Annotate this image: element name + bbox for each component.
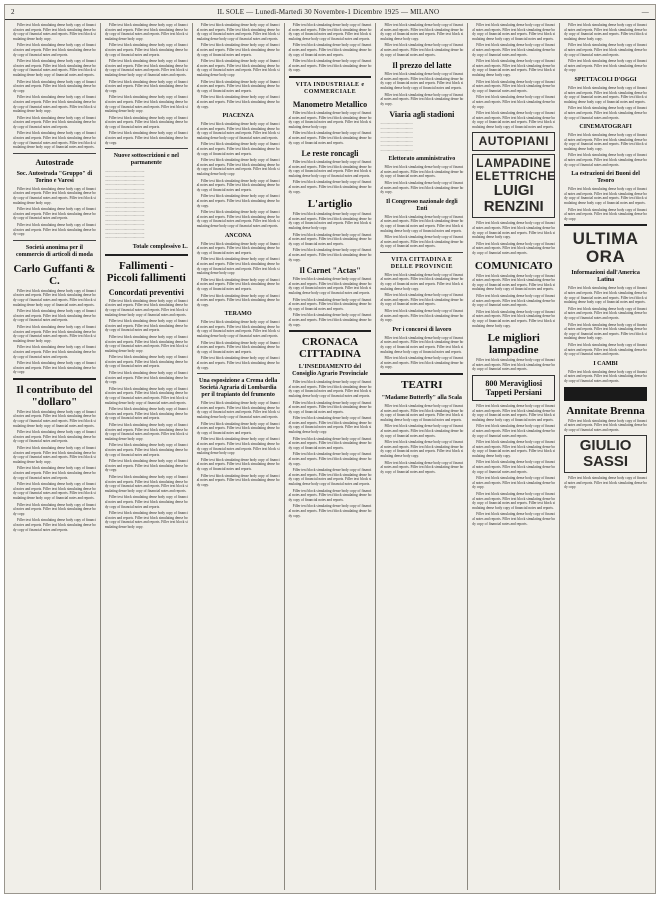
- heading-sottoscrizioni: Nuove sottoscrizioni e nel parmanente: [113, 153, 179, 167]
- heading-prezzo-latte: Il prezzo del latte: [392, 61, 452, 71]
- heading-fallimenti: Fallimenti - Piccoli fallimenti: [106, 259, 186, 284]
- heading-vita-industriale: VITA INDUSTRIALE e COMMERCIALE: [295, 81, 365, 95]
- heading-dollaro: Il contributo del "dollaro": [16, 383, 93, 408]
- heading-congresso: Il Congresso nazionale degli Enti: [386, 198, 458, 212]
- heading-butterfly: "Madame Butterfly" alla Scala: [381, 394, 462, 401]
- heading-artiglio: L'artiglio: [307, 198, 353, 211]
- masthead-title: IL SOLE — Lunedì-Martedì 30 Novembre-1 Dicembre 1925 — MILANO: [217, 8, 440, 16]
- column-3: Filler text block simulating dense body copy of financial notes and reports. Filler text block simulating dense body copy of financial notes and reports. Filler text block simulating dense body copy of financial notes and reports. Filler text block simulating dense body copy of financial notes and reports. Filler text block simulating dense body copy of financial notes and reports. Filler text block simulating dense body copy of financial notes and reports. Filler text block simulating dense body copy of financial notes and reports. Filler text block simulating dense body copy. Filler text block simulating dense body copy of financial notes and reports. Filler text block simulating dense body copy of financial notes and reports. Filler text block simulating dense body copy of financial notes and reports. Filler text block simulating dense body copy. PIACENZA Filler text block simulating dense body copy of financial notes and reports. Filler text block simulating dense body copy of financial notes and reports. Filler text block simulating dense body copy of financial notes and reports. Filler text block simulating dense body copy of financial notes and reports. Filler text block simulating dense body copy of financial notes and reports. Filler text block simulating dense body copy of financial notes and reports. Filler text block simulating dense body copy of financial notes and reports. Filler text block simulating dense body copy. Filler text block simulating dense body copy of financial notes and reports. Filler text block simulating dense body copy of financial notes and reports. Filler text block simulating dense body copy of financial notes and reports. Filler text block simulating dense body copy. Filler text block simulating dense body copy of financial notes and reports. Filler text block simulating dense body copy of financial notes and reports. Filler text block simulating dense body copy of financial notes and reports. ANCONA Filler text block simulating dense body copy of financial notes and reports. Filler text block simulating dense body copy of financial notes and reports. Filler text block simulating dense body copy of financial notes and reports. Filler text block simulating dense body copy of financial notes and reports. Filler text block simulating dense body copy. Filler text block simulating dense body copy of financial notes and reports. Filler text block simulating dense body copy of financial notes and reports. Filler text block simulating dense body copy of financial notes and reports. Filler text block simulating dense body copy. TERAMO Filler text block simulating dense body copy of financial notes and reports. Filler text block simulating dense body copy of financial notes and reports. Filler text block simulating dense body copy of financial notes and reports. Filler text block simulating dense body copy of financial notes and reports. Filler text block simulating dense body copy of financial notes and reports. Filler text block simulating dense body copy of financial notes and reports. Filler text block simulating dense body copy. Una esposizione a Crema della Società Agraria di Lombardia per il trapianto del frumento Filler text block simulating dense body copy of financial notes and reports. Filler text block simulating dense body copy of financial notes and reports. Filler text block simulating dense body copy of financial notes and reports. Filler text block simulating dense body copy of financial notes and reports. Filler text block simulating dense body copy of financial notes and reports. Filler text block simulating dense body copy of financial notes and reports. Filler text block simulating dense body copy of financial notes and reports. Filler text block simulating dense body copy. Filler text block simulating dense body copy of financial notes and reports. Filler text block simulating dense body copy of financial notes and reports. Filler text block simulating dense body copy of financial notes and reports. Filler text block simulating dense body copy.: [193, 23, 285, 890]
- heading-carnet-actas: Il Carnet "Actas": [299, 266, 361, 276]
- heading-cinematografi: CINEMATOGRAFI: [579, 124, 632, 131]
- ad-lampadine-title: LAMPADINE ELETTRICHE: [475, 156, 556, 184]
- column-1: Filler text block simulating dense body copy of financial notes and reports. Filler text block simulating dense body copy of financial notes and reports. Filler text block simulating dense body copy. Filler text block simulating dense body copy of financial notes and reports. Filler text block simulating dense body copy of financial notes and reports. Filler text block simulating dense body copy of financial notes and reports. Filler text block simulating dense body copy of financial notes and reports. Filler text block simulating dense body copy of financial notes and reports. Filler text block simulating dense body copy of financial notes and reports. Filler text block simulating dense body copy. Filler text block simulating dense body copy of financial notes and reports. Filler text block simulating dense body copy of financial notes and reports. Filler text block simulating dense body copy. Filler text block simulating dense body copy of financial notes and reports. Filler text block simulating dense body copy of financial notes and reports. Filler text block simulating dense body copy of financial notes and reports. Filler text block simulating dense body copy of financial notes and reports. Filler text block simulating dense body copy of financial notes and reports. Autostrade Soc. Autostrada "Gruppo" di Torino e Varesi Filler text block simulating dense body copy of financial notes and reports. Filler text block simulating dense body copy of financial notes and reports. Filler text block simulating dense body copy. Filler text block simulating dense body copy of financial notes and reports. Filler text block simulating dense body copy of financial notes and reports. Filler text block simulating dense body copy of financial notes and reports. Filler text block simulating dense body copy. Società anonima per il commercio di articoli di moda Carlo Guffanti & C. Filler text block simulating dense body copy of financial notes and reports. Filler text block simulating dense body copy of financial notes and reports. Filler text block simulating dense body copy of financial notes and reports. Filler text block simulating dense body copy of financial notes and reports. Filler text block simulating dense body copy of financial notes and reports. Filler text block simulating dense body copy of financial notes and reports. Filler text block simulating dense body copy of financial notes and reports. Filler text block simulating dense body copy. Filler text block simulating dense body copy of financial notes and reports. Filler text block simulating dense body copy of financial notes and reports. Filler text block simulating dense body copy of financial notes and reports. Filler text block simulating dense body copy. Il contributo del "dollaro" Filler text block simulating dense body copy of financial notes and reports. Filler text block simulating dense body copy of financial notes and reports. Filler text block simulating dense body copy of financial notes and reports. Filler text block simulating dense body copy of financial notes and reports. Filler text block simulating dense body copy of financial notes and reports. Filler text block simulating dense body copy of financial notes and reports. Filler text block simulating dense body copy of financial notes and reports. Filler text block simulating dense body copy. Filler text block simulating dense body copy of financial notes and reports. Filler text block simulating dense body copy of financial notes and reports. Filler text block simulating dense body copy of financial notes and reports. Filler text block simulating dense body copy of financial notes and reports. Filler text block simulating dense body copy of financial notes and reports. Filler text block simulating dense body copy of financial notes and reports. Filler text block simulating dense body copy. Filler text block simulating dense body copy of financial notes and reports. Filler text block simulating dense body copy of financial notes and reports.: [9, 23, 101, 890]
- newspaper-page: [4, 4, 656, 894]
- heading-migliori-lampadine: Le migliori lampadine: [487, 332, 540, 357]
- ad-giulio-sassi: [564, 435, 647, 473]
- subhead-autostrada: Soc. Autostrada "Gruppo" di Torino e Varesi: [16, 170, 93, 184]
- heading-teatri: TEATRI: [401, 378, 443, 391]
- column-7: Filler text block simulating dense body copy of financial notes and reports. Filler text block simulating dense body copy of financial notes and reports. Filler text block simulating dense body copy. Filler text block simulating dense body copy of financial notes and reports. Filler text block simulating dense body copy of financial notes and reports. Filler text block simulating dense body copy of financial notes and reports. Filler text block simulating dense body copy. SPETTACOLI D'OGGI Filler text block simulating dense body copy of financial notes and reports. Filler text block simulating dense body copy of financial notes and reports. Filler text block simulating dense body copy of financial notes and reports. Filler text block simulating dense body copy of financial notes and reports. Filler text block simulating dense body copy of financial notes and reports. CINEMATOGRAFI Filler text block simulating dense body copy of financial notes and reports. Filler text block simulating dense body copy of financial notes and reports. Filler text block simulating dense body copy. Filler text block simulating dense body copy of financial notes and reports. Filler text block simulating dense body copy of financial notes and reports. La estrazioni dei Buoni del Tesoro Filler text block simulating dense body copy of financial notes and reports. Filler text block simulating dense body copy of financial notes and reports. Filler text block simulating dense body copy of financial notes and reports. Filler text block simulating dense body copy of financial notes and reports. Filler text block simulating dense body copy. ULTIMA ORA Informazioni dall'America Latina Filler text block simulating dense body copy of financial notes and reports. Filler text block simulating dense body copy of financial notes and reports. Filler text block simulating dense body copy of financial notes and reports. Filler text block simulating dense body copy of financial notes and reports. Filler text block simulating dense body copy of financial notes and reports. Filler text block simulating dense body copy of financial notes and reports. Filler text block simulating dense body copy of financial notes and reports. Filler text block simulating dense body copy. Filler text block simulating dense body copy of financial notes and reports. Filler text block simulating dense body copy of financial notes and reports. I CAMBI Filler text block simulating dense body copy of financial notes and reports. Filler text block simulating dense body copy of financial notes and reports. Annitate Brenna Filler text block simulating dense body copy of financial notes and reports. Filler text block simulating dense body copy of financial notes and reports. GIULIO SASSI Filler text block simulating dense body copy of financial notes and reports. Filler text block simulating dense body copy.: [564, 23, 648, 490]
- heading-teramo: TERAMO: [224, 311, 252, 318]
- running-head: [5, 5, 655, 20]
- stations-table: .................................... .................................... .................................... .................................... .................................... .................................... ....................................: [380, 121, 413, 152]
- subscription-table: ............................................ ............................................ ............................................ ............................................ ............................................ ............................................ ............................................ ............................................ ............................................ ............................................ ............................................ ............................................ ............................................ ............................................ ............................................ ............................................: [104, 169, 145, 240]
- heading-ultima-ora: ULTIMA ORA: [572, 229, 639, 267]
- ad-lampadine: [472, 154, 555, 218]
- column-6: Filler text block simulating dense body copy of financial notes and reports. Filler text block simulating dense body copy of financial notes and reports. Filler text block simulating dense body copy of financial notes and reports. Filler text block simulating dense body copy of financial notes and reports. Filler text block simulating dense body copy of financial notes and reports. Filler text block simulating dense body copy of financial notes and reports. Filler text block simulating dense body copy of financial notes and reports. Filler text block simulating dense body copy. Filler text block simulating dense body copy of financial notes and reports. Filler text block simulating dense body copy of financial notes and reports. Filler text block simulating dense body copy of financial notes and reports. Filler text block simulating dense body copy. Filler text block simulating dense body copy of financial notes and reports. Filler text block simulating dense body copy of financial notes and reports. Filler text block simulating dense body copy of financial notes and reports. AUTOPIANI LAMPADINE ELETTRICHE LUIGI RENZINI Filler text block simulating dense body copy of financial notes and reports. Filler text block simulating dense body copy of financial notes and reports. Filler text block simulating dense body copy. Filler text block simulating dense body copy of financial notes and reports. Filler text block simulating dense body copy of financial notes and reports. COMUNICATO Filler text block simulating dense body copy of financial notes and reports. Filler text block simulating dense body copy of financial notes and reports. Filler text block simulating dense body copy of financial notes and reports. Filler text block simulating dense body copy of financial notes and reports. Filler text block simulating dense body copy of financial notes and reports. Filler text block simulating dense body copy of financial notes and reports. Filler text block simulating dense body copy of financial notes and reports. Filler text block simulating dense body copy. Le migliori lampadine Filler text block simulating dense body copy of financial notes and reports. Filler text block simulating dense body copy of financial notes and reports. 800 Meravigliosi Tappeti Persiani Filler text block simulating dense body copy of financial notes and reports. Filler text block simulating dense body copy of financial notes and reports. Filler text block simulating dense body copy of financial notes and reports. Filler text block simulating dense body copy of financial notes and reports. Filler text block simulating dense body copy of financial notes and reports. Filler text block simulating dense body copy of financial notes and reports. Filler text block simulating dense body copy of financial notes and reports. Filler text block simulating dense body copy. Filler text block simulating dense body copy of financial notes and reports. Filler text block simulating dense body copy of financial notes and reports. Filler text block simulating dense body copy of financial notes and reports. Filler text block simulating dense body copy. Filler text block simulating dense body copy of financial notes and reports. Filler text block simulating dense body copy of financial notes and reports. Filler text block simulating dense body copy of financial notes and reports. Filler text block simulating dense body copy of financial notes and reports. Filler text block simulating dense body copy of financial notes and reports.: [468, 23, 560, 890]
- black-band: [564, 387, 647, 401]
- heading-comunicato: COMUNICATO: [474, 259, 553, 272]
- heading-vita-cittadina: VITA CITTADINA E DELLE PROVINCIE: [390, 256, 453, 270]
- ad-autopiani-title: AUTOPIANI: [478, 134, 549, 149]
- heading-insediamento: L'INSEDIAMENTO del Consiglio Agrario Provinciale: [292, 364, 368, 378]
- ad-renzini-title: LUIGI RENZINI: [483, 182, 544, 216]
- heading-ancona: ANCONA: [224, 232, 252, 239]
- heading-cronaca-cittadina: CRONACA CITTADINA: [298, 336, 362, 361]
- column-5: Filler text block simulating dense body copy of financial notes and reports. Filler text block simulating dense body copy of financial notes and reports. Filler text block simulating dense body copy. Filler text block simulating dense body copy of financial notes and reports. Filler text block simulating dense body copy of financial notes and reports. Il prezzo del latte Filler text block simulating dense body copy of financial notes and reports. Filler text block simulating dense body copy of financial notes and reports. Filler text block simulating dense body copy of financial notes and reports. Filler text block simulating dense body copy of financial notes and reports. Filler text block simulating dense body copy. Viaria agli stadioni .................................... .................................... .................................... .................................... .................................... .................................... .................................... Elettorato amministrativo Filler text block simulating dense body copy of financial notes and reports. Filler text block simulating dense body copy of financial notes and reports. Filler text block simulating dense body copy of financial notes and reports. Filler text block simulating dense body copy. Il Congresso nazionale degli Enti Filler text block simulating dense body copy of financial notes and reports. Filler text block simulating dense body copy of financial notes and reports. Filler text block simulating dense body copy of financial notes and reports. Filler text block simulating dense body copy of financial notes and reports. Filler text block simulating dense body copy of financial notes and reports. VITA CITTADINA E DELLE PROVINCIE Filler text block simulating dense body copy of financial notes and reports. Filler text block simulating dense body copy of financial notes and reports. Filler text block simulating dense body copy. Filler text block simulating dense body copy of financial notes and reports. Filler text block simulating dense body copy of financial notes and reports. Filler text block simulating dense body copy of financial notes and reports. Filler text block simulating dense body copy. Per i concorsi di lavoro Filler text block simulating dense body copy of financial notes and reports. Filler text block simulating dense body copy of financial notes and reports. Filler text block simulating dense body copy of financial notes and reports. Filler text block simulating dense body copy of financial notes and reports. Filler text block simulating dense body copy. TEATRI "Madame Butterfly" alla Scala Filler text block simulating dense body copy of financial notes and reports. Filler text block simulating dense body copy of financial notes and reports. Filler text block simulating dense body copy of financial notes and reports. Filler text block simulating dense body copy of financial notes and reports. Filler text block simulating dense body copy of financial notes and reports. Filler text block simulating dense body copy of financial notes and reports. Filler text block simulating dense body copy of financial notes and reports. Filler text block simulating dense body copy. Filler text block simulating dense body copy of financial notes and reports. Filler text block simulating dense body copy of financial notes and reports.: [376, 23, 468, 890]
- heading-piacenza: PIACENZA: [222, 113, 254, 120]
- column-2: Filler text block simulating dense body copy of financial notes and reports. Filler text block simulating dense body copy of financial notes and reports. Filler text block simulating dense body copy. Filler text block simulating dense body copy of financial notes and reports. Filler text block simulating dense body copy of financial notes and reports. Filler text block simulating dense body copy of financial notes and reports. Filler text block simulating dense body copy of financial notes and reports. Filler text block simulating dense body copy of financial notes and reports. Filler text block simulating dense body copy of financial notes and reports. Filler text block simulating dense body copy. Filler text block simulating dense body copy of financial notes and reports. Filler text block simulating dense body copy of financial notes and reports. Filler text block simulating dense body copy. Filler text block simulating dense body copy of financial notes and reports. Filler text block simulating dense body copy of financial notes and reports. Filler text block simulating dense body copy of financial notes and reports. Filler text block simulating dense body copy. Nuove sottoscrizioni e nel parmanente ............................................ ............................................ ............................................ ............................................ ............................................ ............................................ ............................................ ............................................ ............................................ ............................................ ............................................ ............................................ ............................................ ............................................ ............................................ ............................................ Totale complessivo L. Fallimenti - Piccoli fallimenti Concordati preventivi Filler text block simulating dense body copy of financial notes and reports. Filler text block simulating dense body copy of financial notes and reports. Filler text block simulating dense body copy of financial notes and reports. Filler text block simulating dense body copy of financial notes and reports. Filler text block simulating dense body copy of financial notes and reports. Filler text block simulating dense body copy of financial notes and reports. Filler text block simulating dense body copy of financial notes and reports. Filler text block simulating dense body copy. Filler text block simulating dense body copy of financial notes and reports. Filler text block simulating dense body copy of financial notes and reports. Filler text block simulating dense body copy of financial notes and reports. Filler text block simulating dense body copy. Filler text block simulating dense body copy of financial notes and reports. Filler text block simulating dense body copy of financial notes and reports. Filler text block simulating dense body copy of financial notes and reports. Filler text block simulating dense body copy of financial notes and reports. Filler text block simulating dense body copy of financial notes and reports. Filler text block simulating dense body copy of financial notes and reports. Filler text block simulating dense body copy of financial notes and reports. Filler text block simulating dense body copy. Filler text block simulating dense body copy of financial notes and reports. Filler text block simulating dense body copy of financial notes and reports. Filler text block simulating dense body copy of financial notes and reports. Filler text block simulating dense body copy. Filler text block simulating dense body copy of financial notes and reports. Filler text block simulating dense body copy of financial notes and reports. Filler text block simulating dense body copy of financial notes and reports. Filler text block simulating dense body copy of financial notes and reports. Filler text block simulating dense body copy of financial notes and reports. Filler text block simulating dense body copy of financial notes and reports. Filler text block simulating dense body copy of financial notes and reports. Filler text block simulating dense body copy.: [101, 23, 193, 890]
- heading-cambi: I CAMBI: [593, 360, 618, 367]
- heading-elettorato: Elettorato amministrativo: [388, 156, 456, 163]
- heading-concordati: Concordati preventivi: [108, 287, 184, 297]
- column-4: Filler text block simulating dense body copy of financial notes and reports. Filler text block simulating dense body copy of financial notes and reports. Filler text block simulating dense body copy of financial notes and reports. Filler text block simulating dense body copy of financial notes and reports. Filler text block simulating dense body copy of financial notes and reports. Filler text block simulating dense body copy of financial notes and reports. Filler text block simulating dense body copy. VITA INDUSTRIALE e COMMERCIALE Manometro Metallico Filler text block simulating dense body copy of financial notes and reports. Filler text block simulating dense body copy of financial notes and reports. Filler text block simulating dense body copy. Filler text block simulating dense body copy of financial notes and reports. Filler text block simulating dense body copy of financial notes and reports. Le reste roncagli Filler text block simulating dense body copy of financial notes and reports. Filler text block simulating dense body copy of financial notes and reports. Filler text block simulating dense body copy of financial notes and reports. Filler text block simulating dense body copy of financial notes and reports. Filler text block simulating dense body copy. L'artiglio Filler text block simulating dense body copy of financial notes and reports. Filler text block simulating dense body copy of financial notes and reports. Filler text block simulating dense body copy. Filler text block simulating dense body copy of financial notes and reports. Filler text block simulating dense body copy of financial notes and reports. Filler text block simulating dense body copy of financial notes and reports. Filler text block simulating dense body copy. Il Carnet "Actas" Filler text block simulating dense body copy of financial notes and reports. Filler text block simulating dense body copy of financial notes and reports. Filler text block simulating dense body copy of financial notes and reports. Filler text block simulating dense body copy of financial notes and reports. Filler text block simulating dense body copy of financial notes and reports. Filler text block simulating dense body copy of financial notes and reports. Filler text block simulating dense body copy. CRONACA CITTADINA L'INSEDIAMENTO del Consiglio Agrario Provinciale Filler text block simulating dense body copy of financial notes and reports. Filler text block simulating dense body copy of financial notes and reports. Filler text block simulating dense body copy of financial notes and reports. Filler text block simulating dense body copy of financial notes and reports. Filler text block simulating dense body copy of financial notes and reports. Filler text block simulating dense body copy of financial notes and reports. Filler text block simulating dense body copy of financial notes and reports. Filler text block simulating dense body copy. Filler text block simulating dense body copy of financial notes and reports. Filler text block simulating dense body copy of financial notes and reports. Filler text block simulating dense body copy of financial notes and reports. Filler text block simulating dense body copy. Filler text block simulating dense body copy of financial notes and reports. Filler text block simulating dense body copy of financial notes and reports. Filler text block simulating dense body copy of financial notes and reports. Filler text block simulating dense body copy of financial notes and reports. Filler text block simulating dense body copy of financial notes and reports. Filler text block simulating dense body copy of financial notes and reports. Filler text block simulating dense body copy.: [285, 23, 377, 890]
- heading-viaria: Viaria agli stadioni: [389, 110, 455, 120]
- heading-reste-roncagli: Le reste roncagli: [301, 149, 359, 159]
- heading-guffanti: Carlo Guffanti & C.: [13, 262, 96, 287]
- heading-concorsi: Per i concorsi di lavoro: [392, 326, 452, 333]
- ad-giulio-sassi-title: GIULIO SASSI: [579, 437, 632, 471]
- page-number: 2: [11, 8, 15, 16]
- page-number-right: —: [641, 8, 649, 16]
- ad-tappeti-title: 800 Meravigliosi Tappeti Persiani: [485, 378, 543, 397]
- heading-crema: Una esposizione a Crema della Società Agraria di Lombardia per il trapianto del frumento: [199, 378, 278, 399]
- heading-annitate-brenna: Annitate Brenna: [566, 404, 645, 417]
- total-label: Totale complessivo L.: [132, 243, 188, 250]
- subhead-moda: Società anonima per il commercio di articoli di moda: [15, 244, 93, 258]
- ad-autopiani: [472, 132, 555, 151]
- heading-manometro: Manometro Metallico: [292, 99, 368, 109]
- ad-tappeti: [472, 375, 555, 401]
- heading-autostrade: Autostrade: [35, 157, 74, 167]
- columns: [5, 20, 655, 890]
- heading-spettacoli: SPETTACOLI D'OGGI: [574, 76, 637, 83]
- heading-america-latina: Informazioni dall'America Latina: [571, 270, 640, 284]
- heading-buoni-tesoro: La estrazioni dei Buoni del Tesoro: [571, 171, 640, 185]
